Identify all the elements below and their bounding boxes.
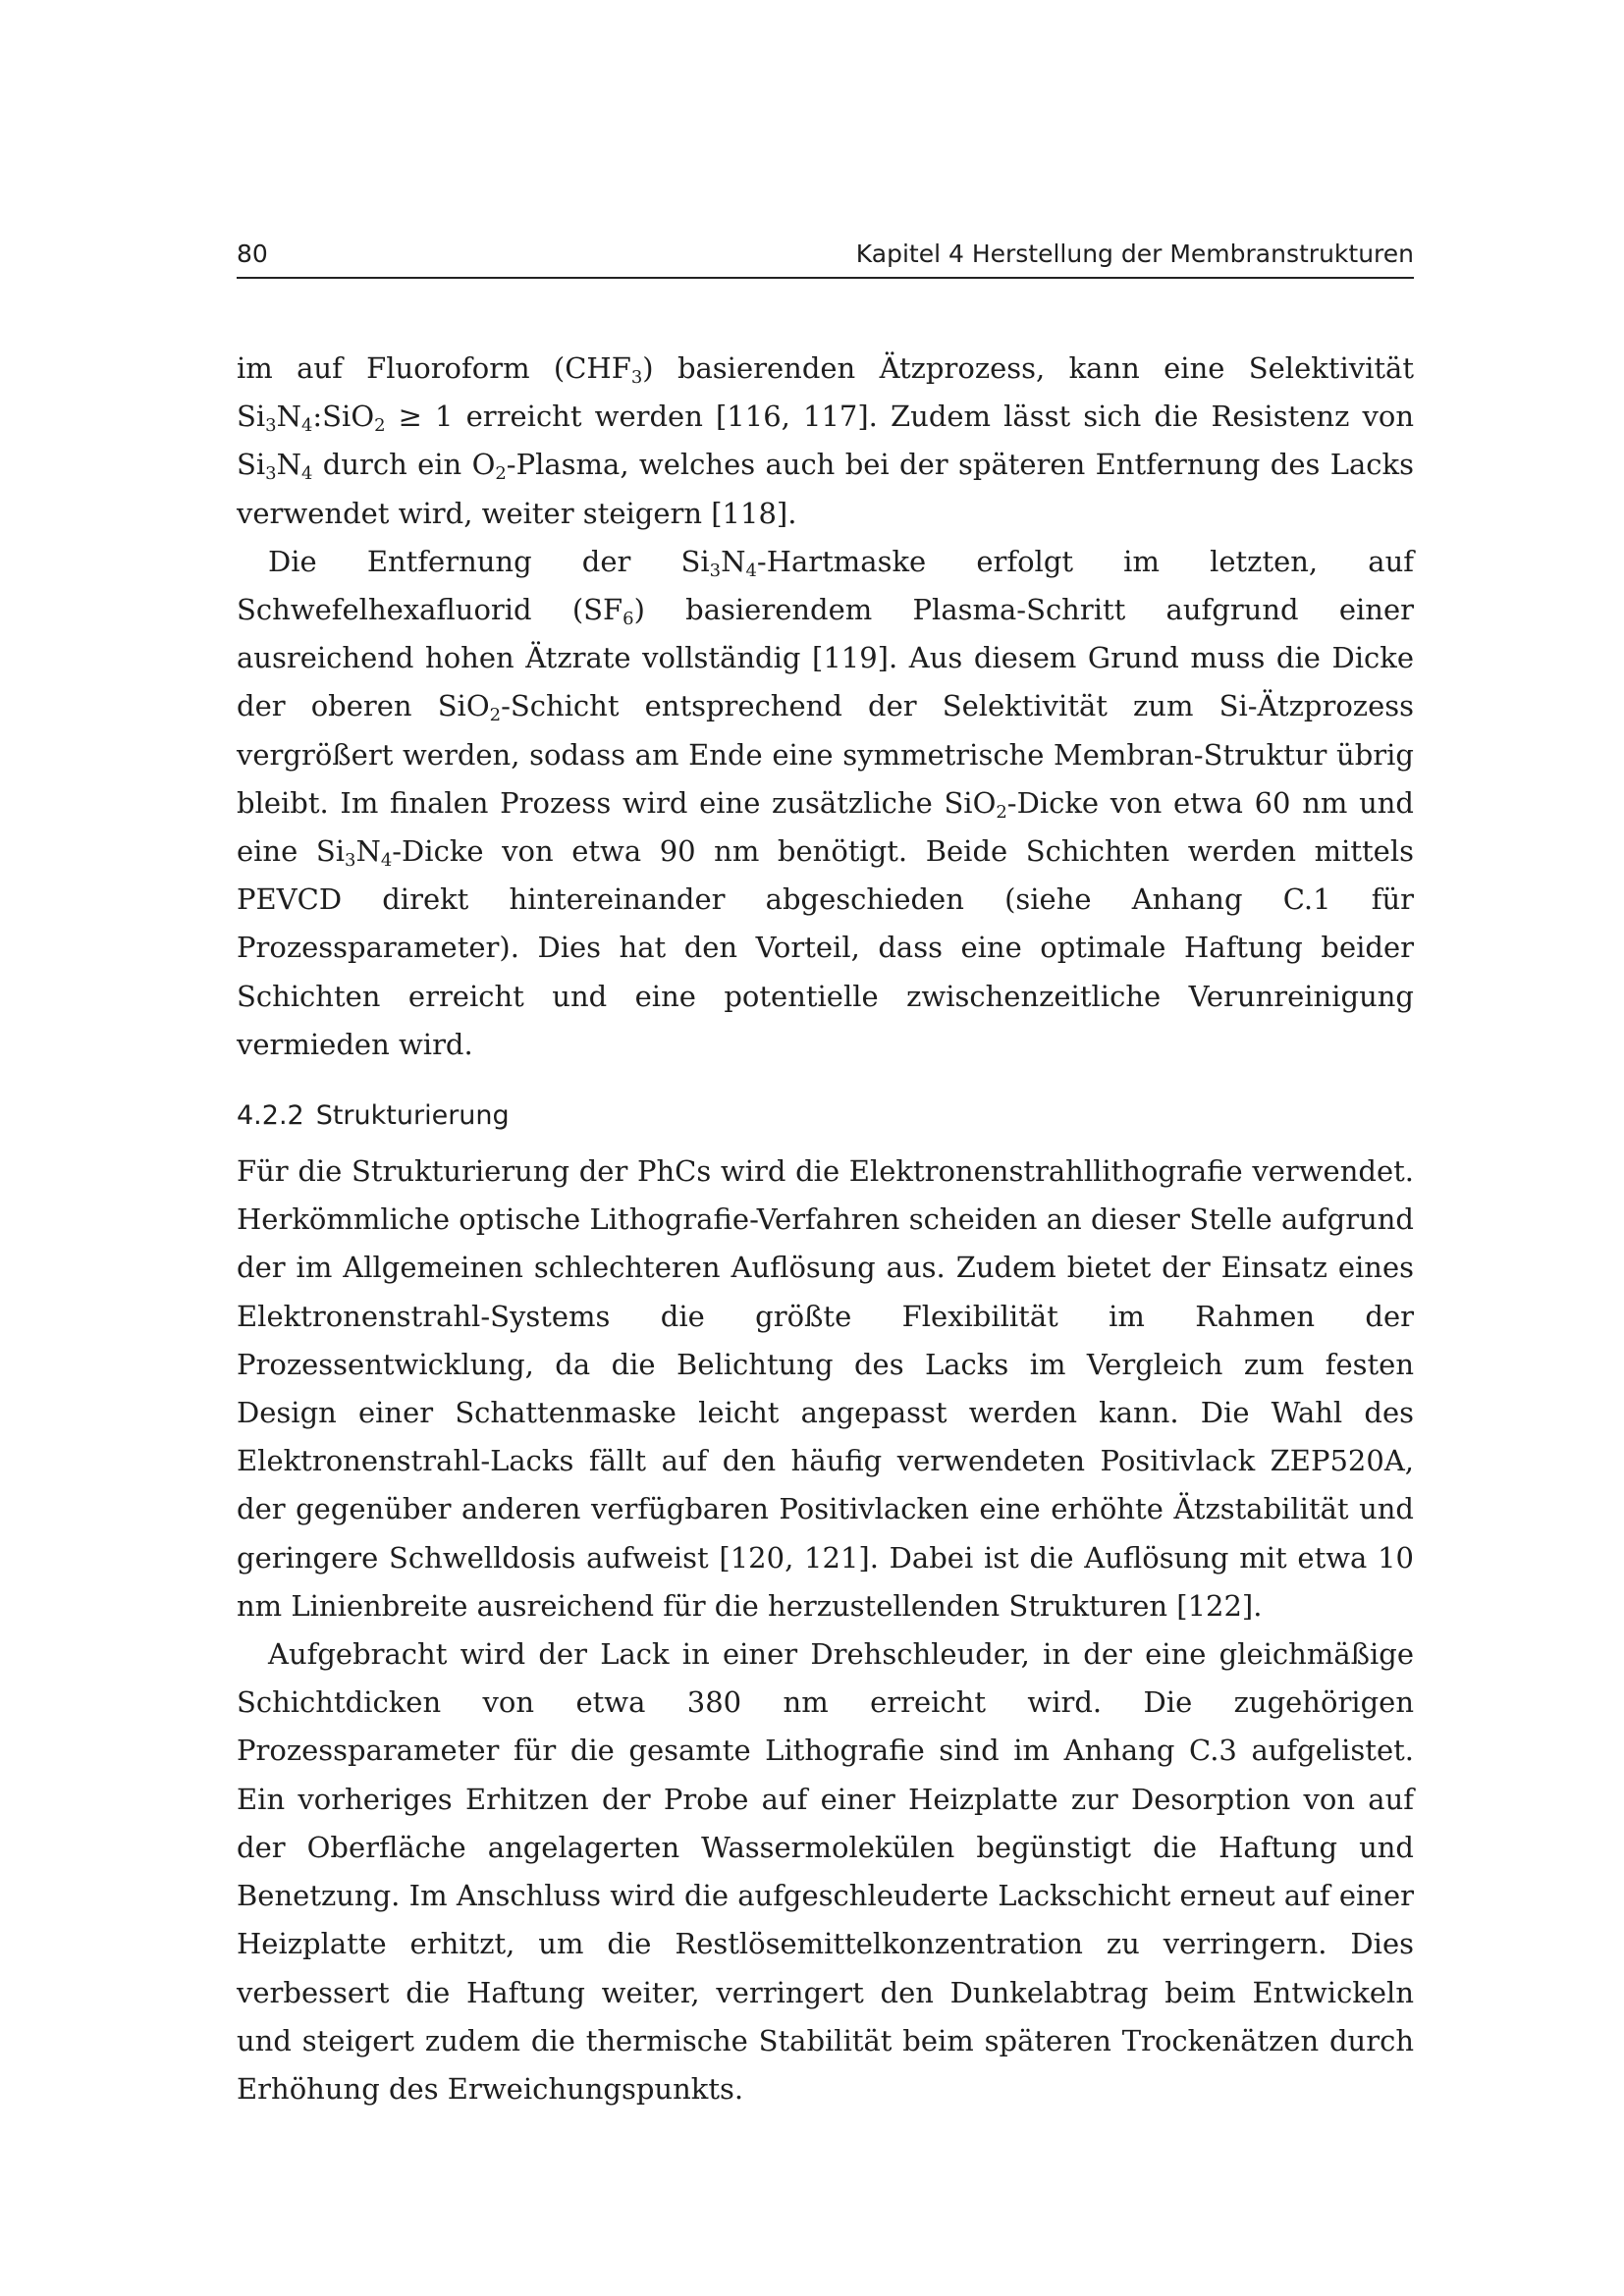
body-text bbox=[237, 345, 1414, 2113]
paragraph-2: Die Entfernung der $Si_3N_4$-Hartmaske erfolgt im letzten, auf Schwefelhexafluorid $(SF_6)$ basierendem Plasma-Schritt aufgrund einer ausreichend hohen Ätzrate vollständig [119]. Aus diesem Grund muss die Dicke der oberen SiO$_2$-Schicht entsprechend der Selektivität zum Si-Ätzprozess vergrößert werden, sodass am Ende eine symmetrische Membran-Struktur übrig bleibt. Im finalen Prozess wird eine zusätzliche SiO$_2$-Dicke von etwa 60 nm und eine $Si_3N_4$-Dicke von etwa 90 nm benötigt. Beide Schichten werden mittels PEVCD direkt hintereinander abgeschieden (siehe Anhang C.1 für Prozessparameter). Dies hat den Vorteil, dass eine optimale Haftung beider Schichten erreicht und eine potentielle zwischenzeitliche Verunreinigung vermieden wird. bbox=[237, 544, 1415, 1061]
page-number: 80 bbox=[237, 240, 268, 268]
running-title: Kapitel 4 Herstellung der Membranstrukturen bbox=[855, 240, 1414, 268]
section-heading bbox=[237, 1096, 1414, 1136]
section-title: Strukturierung bbox=[315, 1100, 510, 1132]
page-header bbox=[237, 236, 1414, 279]
paragraph-3: Für die Strukturierung der PhCs wird die Elektronenstrahllithografie verwendet. Herkömmliche optische Lithografie-Verfahren scheiden an dieser Stelle aufgrund der im Allgemeinen schlechteren Auflösung aus. Zudem bietet der Einsatz eines Elektronenstrahl-Systems die größte Flexibilität im Rahmen der Prozessentwicklung, da die Belichtung des Lacks im Vergleich zum festen Design einer Schattenmaske leicht angepasst werden kann. Die Wahl des Elektronenstrahl-Lacks fällt auf den häufig verwendeten Positivlack ZEP520A, der gegenüber anderen verfügbaren Positivlacken eine erhöhte Ätzstabilität und geringere Schwelldosis aufweist [120, 121]. Dabei ist die Auflösung mit etwa 10 nm Linienbreite ausreichend für die herzustellenden Strukturen [122]. bbox=[237, 1154, 1414, 1623]
paragraph-1: im auf Fluoroform $(CHF_3)$ basierenden Ätzprozess, kann eine Selektivität $Si_3N_4:SiO_2 \ge 1$ erreicht werden [116, 117]. Zudem lässt sich die Resistenz von $Si_3N_4$ durch ein $O_2$-Plasma, welches auch bei der späteren Entfernung des Lacks verwendet wird, weiter steigern [118]. bbox=[237, 351, 1414, 530]
section-number: 4.2.2 bbox=[237, 1100, 304, 1132]
paragraph-4: Aufgebracht wird der Lack in einer Drehschleuder, in der eine gleichmäßige Schichtdicken von etwa 380 nm erreicht wird. Die zugehörigen Prozessparameter für die gesamte Lithografie sind im Anhang C.3 aufgelistet. Ein vorheriges Erhitzen der Probe auf einer Heizplatte zur Desorption von auf der Oberfläche angelagerten Wassermolekülen begünstigt die Haftung und Benetzung. Im Anschluss wird die aufgeschleuderte Lackschicht erneut auf einer Heizplatte erhitzt, um die Restlösemittelkonzentration zu verringern. Dies verbessert die Haftung weiter, verringert den Dunkelabtrag beim Entwickeln und steigert zudem die thermische Stabilität beim späteren Trockenätzen durch Erhöhung des Erweichungspunkts. bbox=[237, 1637, 1414, 2106]
